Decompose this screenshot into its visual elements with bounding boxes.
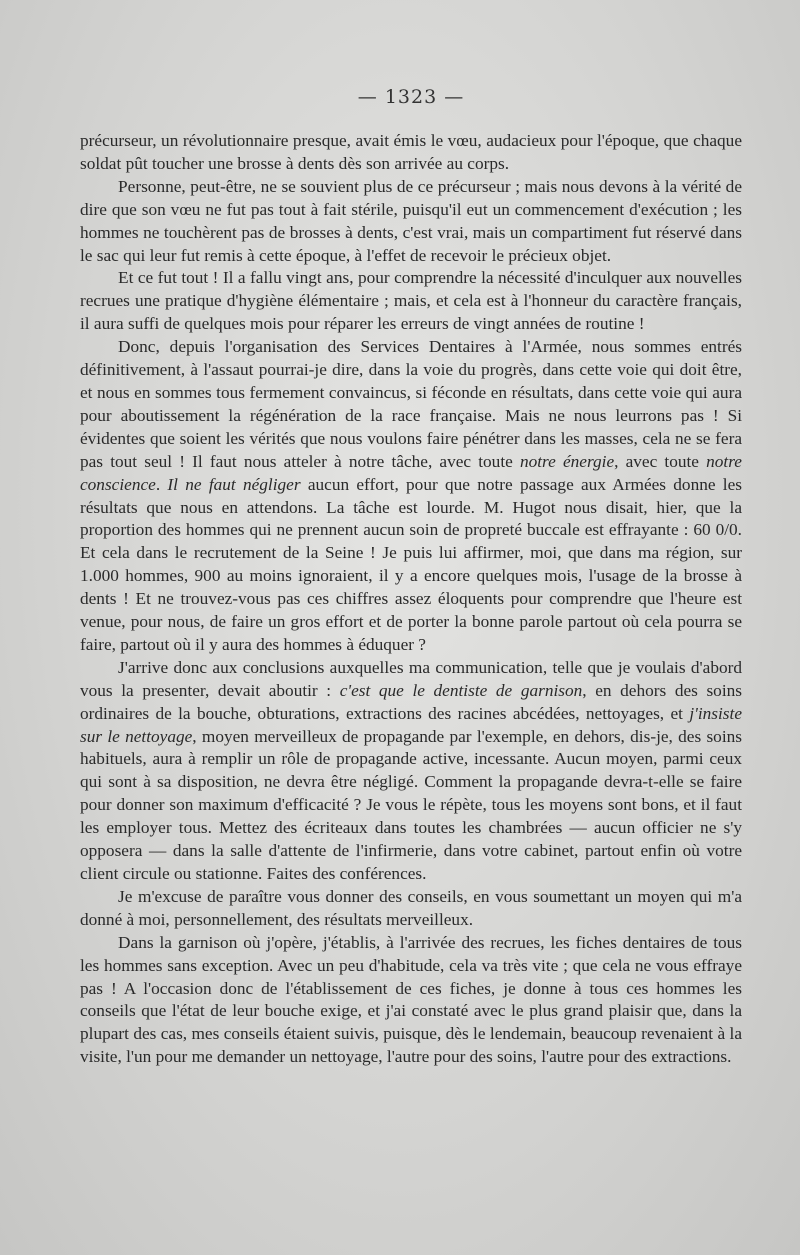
paragraph-5-text-c: , moyen merveilleux de propagande par l'exemple, en dehors, dis-je, des soins habituels, aura à remplir un rôle de propagande active, incessante. Aucun moyen, parmi ceux qui sont à sa disposition, ne devra être négligé. Comment la propagande devra-t-elle se faire pour donner son maximum d'efficacité ? Je vous le répète, tous les moyens sont bons, et il faut les employer tous. Mettez des écriteaux dans toutes les chambrées — aucun officier ne s'y opposera — dans la salle d'attente de l'infirmerie, dans votre cabinet, partout enfin où votre client circule ou stationne. Faites des conférences. xyxy=(80,726,742,883)
paragraph-4-text-a: Donc, depuis l'organisation des Services Dentaires à l'Armée, nous sommes entrés définitivement, à l'assaut pourrai-je dire, dans la voie du progrès, dans cette voie qui doit être, et nous en sommes tous fermement convaincus, si féconde en résultats, dans cette voie qui aura pour aboutissement la régénération de la race française. Mais ne nous leurrons pas ! Si évidentes que soient les vérités que nous voulons faire pénétrer dans les masses, cela ne se fera pas tout seul ! Il faut nous atteler à notre tâche, avec toute xyxy=(80,337,742,471)
paragraph-2 xyxy=(80,176,742,268)
paragraph-4-text-c: . xyxy=(155,474,168,494)
paragraph-5 xyxy=(80,657,742,886)
paragraph-1-text: précurseur, un révolutionnaire presque, avait émis le vœu, audacieux pour l'époque, que chaque soldat pût toucher une brosse à dents dès son arrivée au corps. xyxy=(80,131,742,173)
paragraph-2-text: Personne, peut-être, ne se souvient plus de ce précurseur ; mais nous devons à la vérité de dire que son vœu ne fut pas tout à fait stérile, puisqu'il eut un commencement d'exécution ; les hommes ne touchèrent pas de brosses à dents, c'est vrai, mais un compartiment fut réservé dans le sac qui leur fut remis à cette époque, à l'effet de recevoir le précieux objet. xyxy=(80,176,742,265)
paragraph-3 xyxy=(80,267,742,336)
paragraph-4-emphasis-negliger: Il ne faut négliger xyxy=(167,474,301,494)
paragraph-1 xyxy=(80,130,742,176)
paragraph-5-text-a: J'arrive donc aux conclusions auxquelles ma communication, telle que je voulais d'abord vous la presenter, devait aboutir : xyxy=(80,657,742,700)
paragraph-4-emphasis-conscience: notre conscience xyxy=(80,451,742,494)
paragraph-7-text: Dans la garnison où j'opère, j'établis, à l'arrivée des recrues, les fiches dentaires de tous les hommes sans exception. Avec un peu d'habitude, cela va très vite ; que cela ne vous effraye pas ! A l'occasion donc de l'établissement de ces fiches, je donne à tous ces hommes les conseils que l'état de leur bouche exige, et j'ai constaté avec le plus grand plaisir que, dans la plupart des cas, mes conseils étaient suivis, puisque, dès le lendemain, beaucoup revenaient à la visite, l'un pour me demander un nettoyage, l'autre pour des soins, l'autre pour des extractions. xyxy=(80,932,742,1067)
page-number: — 1323 — xyxy=(357,86,465,108)
paragraph-6 xyxy=(80,886,742,932)
paragraph-4 xyxy=(80,336,742,657)
paragraph-6-text: Je m'excuse de paraître vous donner des conseils, en vous soumettant un moyen qui m'a donné à moi, personnellement, des résultats merveilleux. xyxy=(80,886,742,929)
paragraph-5-text-b: , en dehors des soins ordinaires de la bouche, obturations, extractions des racines abcédées, nettoyages, et xyxy=(80,680,742,723)
paragraph-5-emphasis-nettoyage: j'insiste sur le nettoyage xyxy=(80,703,742,746)
paragraph-4-emphasis-energie: notre énergie xyxy=(519,451,615,471)
paragraph-7 xyxy=(80,932,742,1069)
paragraph-4-text-d: aucun effort, pour que notre passage aux Armées donne les résultats que nous en attendons. La tâche est lourde. M. Hugot nous disait, hier, que la proportion des hommes qui ne prennent aucun soin de propreté buccale est effrayante : 60 0/0. Et cela dans le recrutement de la Seine ! Je puis lui affirmer, moi, que dans ma région, sur 1.000 hommes, 900 au moins ignoraient, il y a encore quelques mois, l'usage de la brosse à dents ! Et ne trouvez-vous pas ces chiffres assez éloquents pour comprendre que l'heure est venue, pour nous, de faire un gros effort et de porter la bonne parole partout où cela pourra se faire, partout où il y aura des hommes à éduquer ? xyxy=(80,474,742,654)
paragraph-3-text: Et ce fut tout ! Il a fallu vingt ans, pour comprendre la nécessité d'inculquer aux nouvelles recrues une pratique d'hygiène élémentaire ; mais, et cela est à l'honneur du caractère français, il aura suffi de quelques mois pour réparer les erreurs de vingt années de routine ! xyxy=(80,268,742,334)
body-text xyxy=(80,130,742,1069)
paragraph-4-text-b: , avec toute xyxy=(614,451,707,471)
paragraph-5-emphasis-dentiste: c'est que le dentiste de garnison xyxy=(339,680,583,700)
